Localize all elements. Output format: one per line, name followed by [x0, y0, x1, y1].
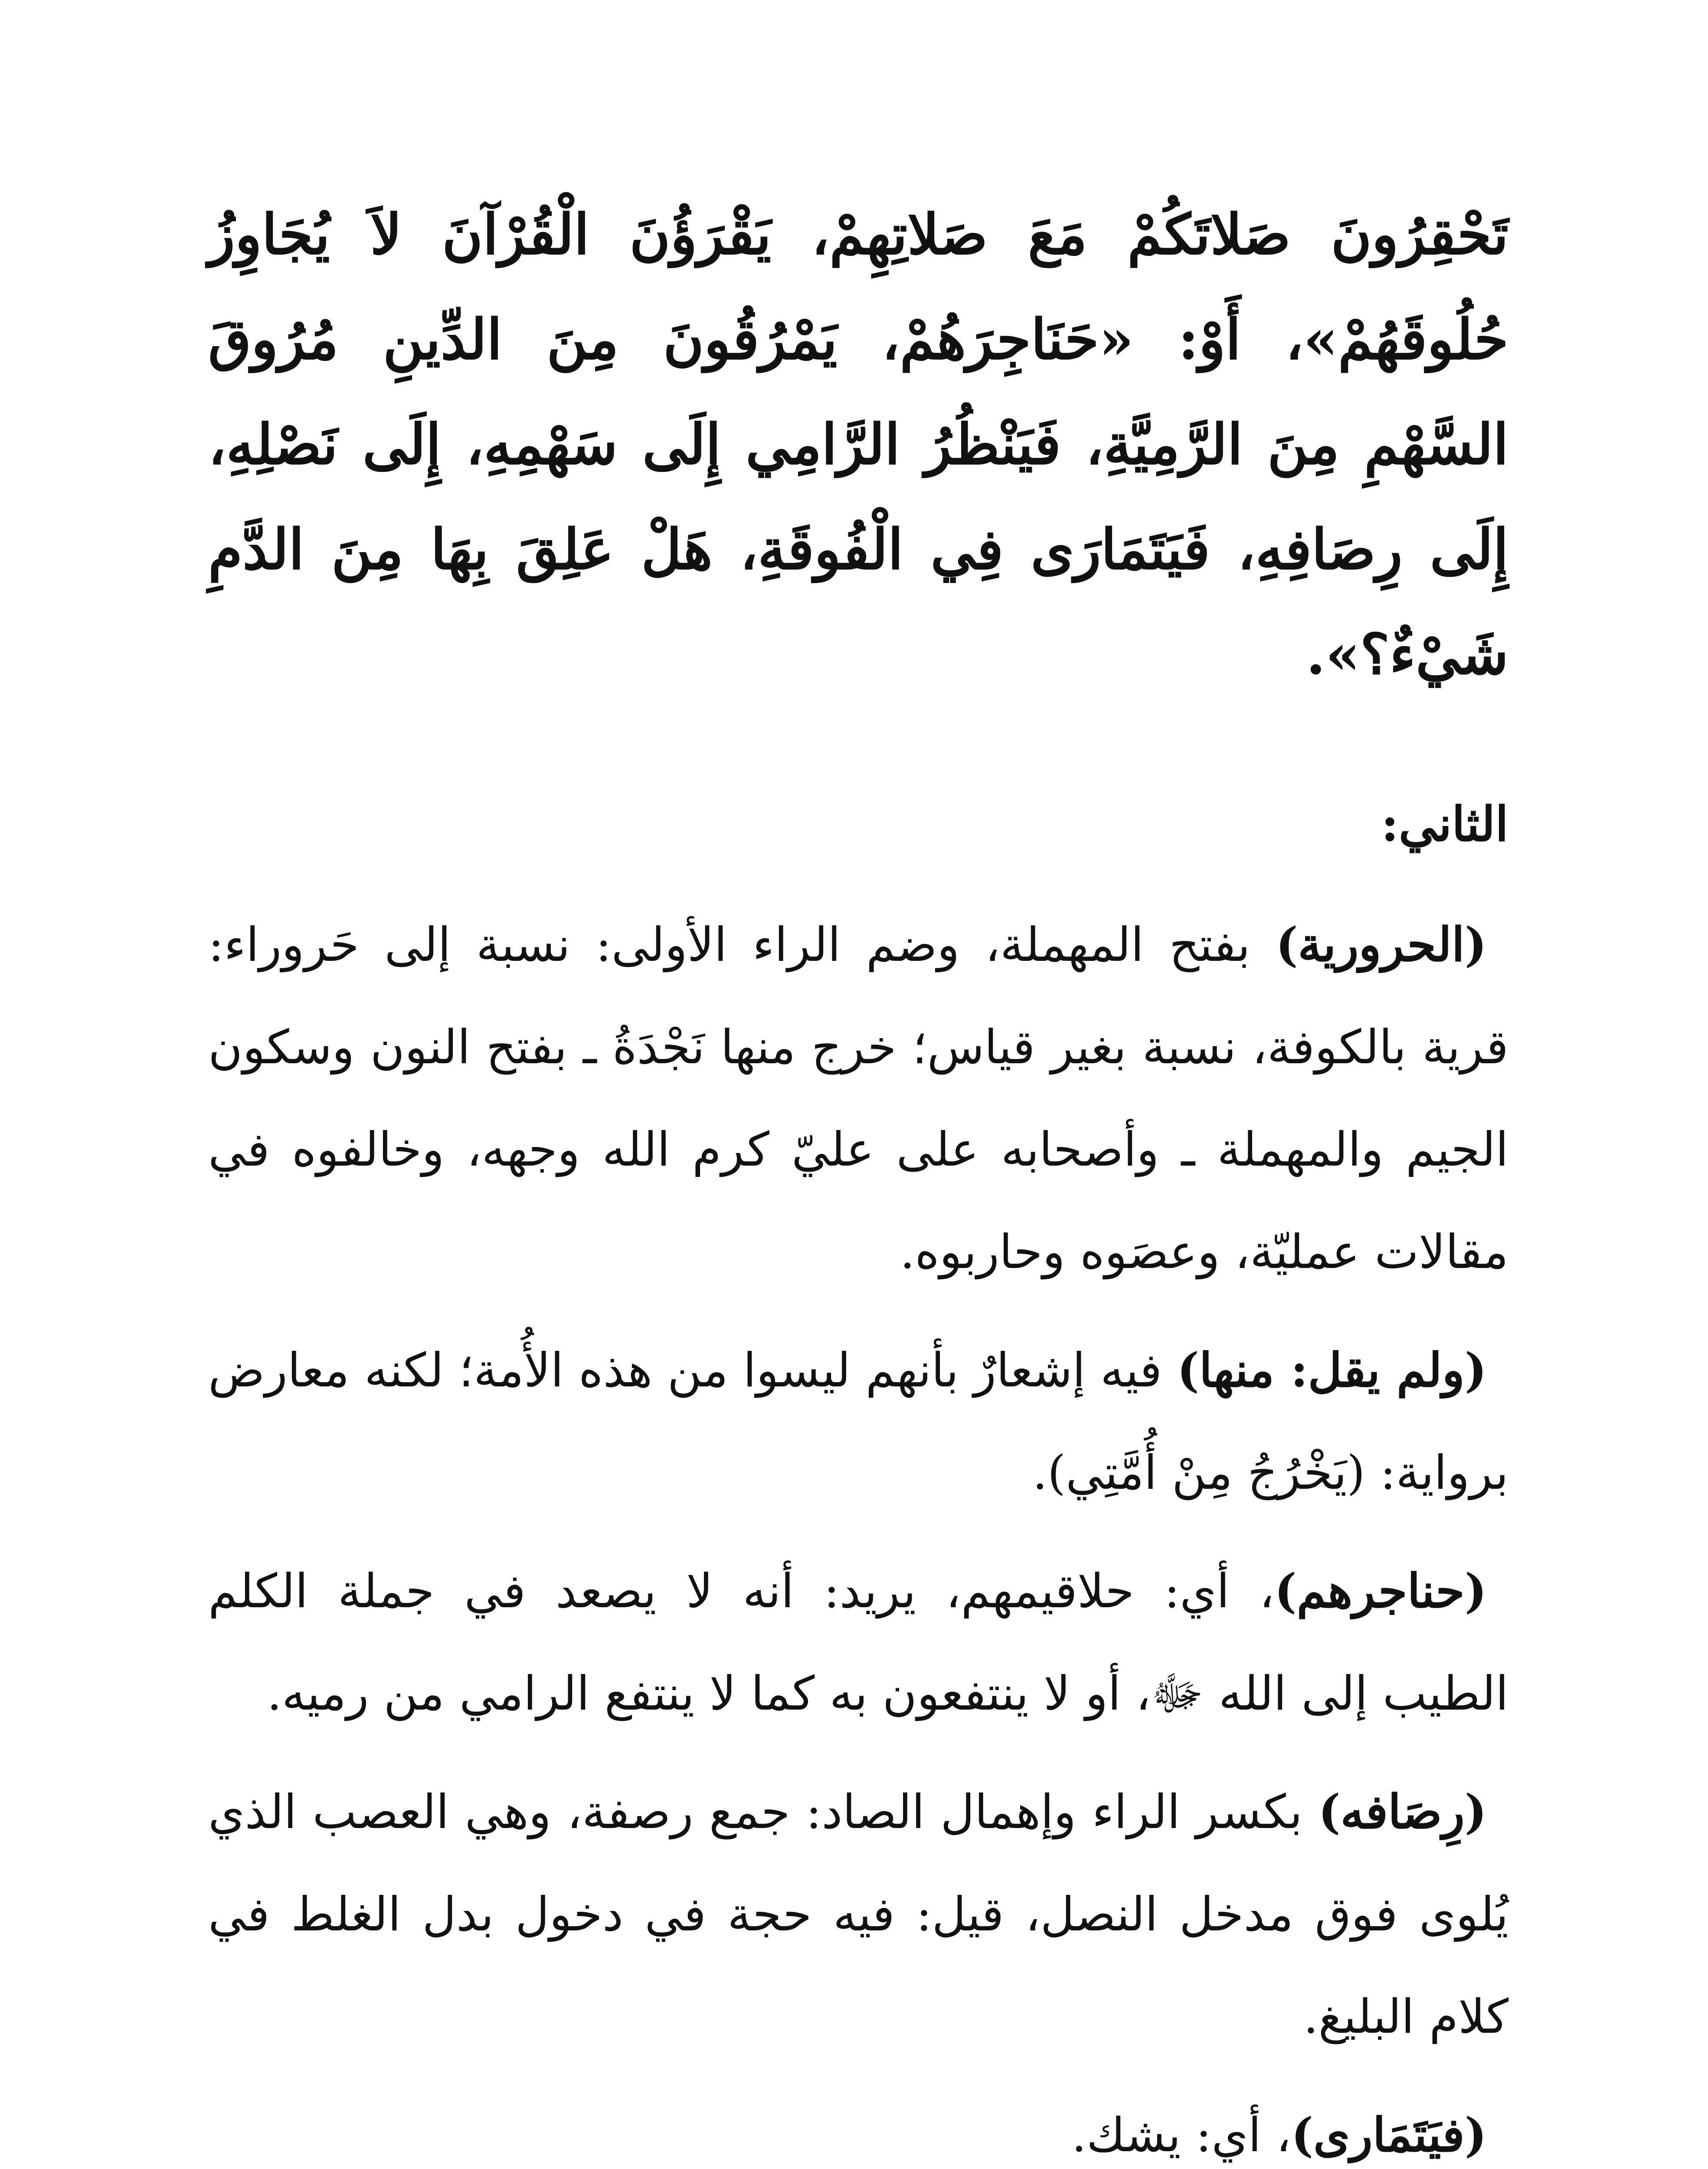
- commentary-term: (فيَتَمَارى): [1291, 2108, 1487, 2162]
- hadith-text: تَحْقِرُونَ صَلاتَكُمْ مَعَ صَلاتِهِمْ، يَقْرَؤُنَ الْقُرْآنَ لاَ يُجَاوِزُ حُلُوقَهُمْ»، أَوْ: «حَنَاجِرَهُمْ، يَمْرُقُونَ مِنَ الدِّينِ مُرُوقَ السَّهْمِ مِنَ الرَّمِيَّةِ، فَيَنْظُرُ الرَّامِي إِلَى سَهْمِهِ، إِلَى نَصْلِهِ، إِلَى رِصَافِهِ، فَيَتَمَارَى فِي الْفُوقَةِ، هَلْ عَلِقَ بِهَا مِنَ الدَّمِ شَيْءٌ؟».: [208, 202, 1508, 687]
- commentary-term: (حناجرهم): [1274, 1564, 1487, 1619]
- commentary-text: بكسر الراء وإهمال الصاد: جمع رصفة، وهي العصب الذي يُلوى فوق مدخل النصل، قيل: فيه حجة في دخول بدل الغلط في كلام البليغ.: [208, 1785, 1508, 2044]
- commentary-text: بفتح المهملة، وضم الراء الأولى: نسبة إلى حَروراء: قرية بالكوفة، نسبة بغير قياس؛ خرج منها نَجْدَةُ ـ بفتح النون وسكون الجيم والمهملة ـ وأصحابه على عليّ كرم الله وجهه، وخالفوه في مقالات عمليّة، وعصَوه وحاربوه.: [208, 918, 1509, 1279]
- commentary-paragraph-yatamara: [208, 2084, 1508, 2169]
- commentary-text: ، أي: يشك.: [1071, 2108, 1291, 2162]
- commentary-paragraph-hanajir: [208, 1540, 1508, 1745]
- commentary-paragraph-haruriyya: [208, 894, 1508, 1304]
- commentary-paragraph-minha: [208, 1319, 1508, 1524]
- commentary-text: ، أي: حلاقيمهم، يريد: أنه لا يصعد في جملة الكلم الطيب إلى الله ﷻ، أو لا ينتفعون به كما لا ينتفع الرامي من رميه.: [208, 1564, 1508, 1721]
- commentary-paragraph-risaf: [208, 1761, 1508, 2068]
- commentary-term: (رِصَافه): [1318, 1785, 1487, 1839]
- commentary-term: (ولم يقل: منها): [1177, 1343, 1487, 1398]
- commentary-term: (الحرورية): [1276, 917, 1487, 972]
- page-body: [208, 182, 1508, 2169]
- commentary-text: فيه إشعارٌ بأنهم ليسوا من هذه الأُمة؛ لكنه معارض برواية: (يَخْرُجُ مِنْ أُمَّتِي).: [208, 1343, 1508, 1500]
- section-heading: الثاني:: [1381, 796, 1508, 852]
